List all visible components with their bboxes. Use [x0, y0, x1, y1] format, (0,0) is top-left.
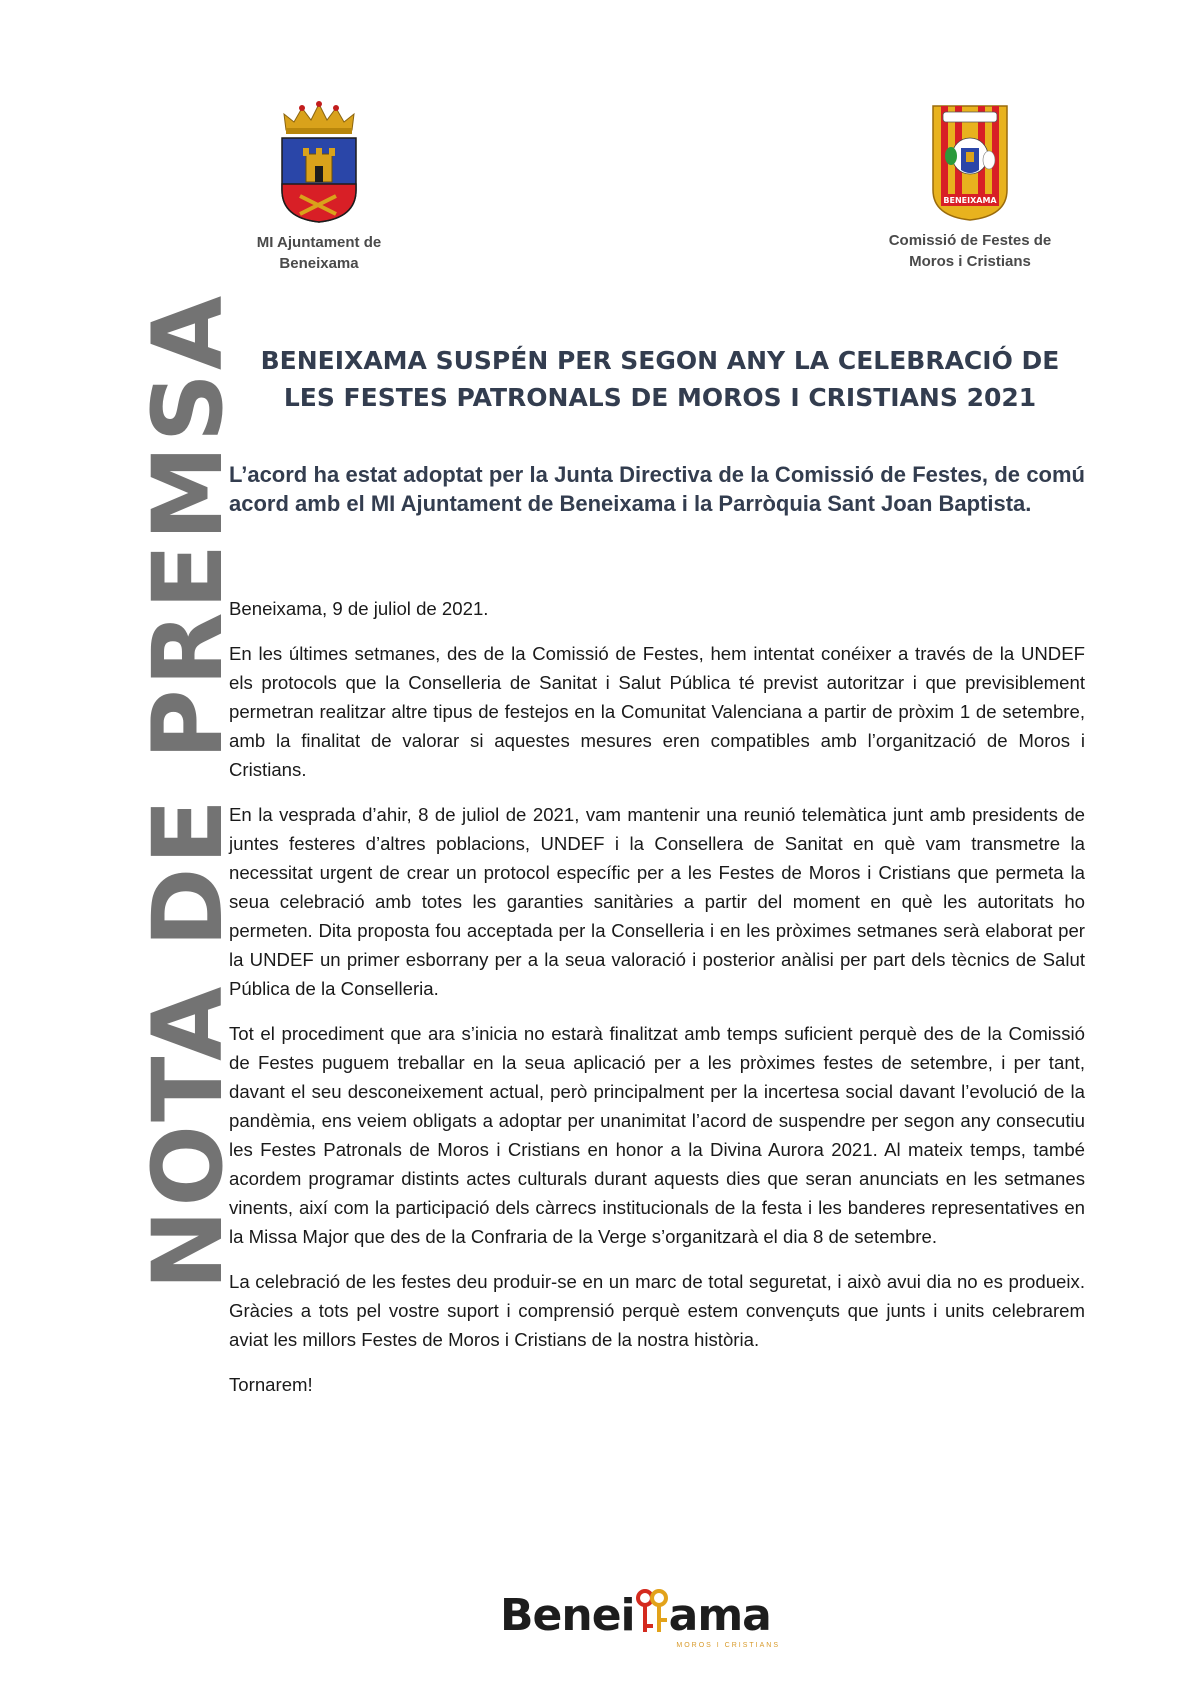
- comissio-caption: [872, 230, 1068, 272]
- press-release-body: [229, 594, 1085, 1415]
- shield-banner-text: BENEIXAMA: [943, 196, 997, 205]
- headline-line2: LES FESTES PATRONALS DE MOROS I CRISTIANS 2021: [283, 383, 1037, 412]
- wordmark-left: Benei: [500, 1590, 635, 1641]
- wordmark-tagline: MOROS I CRISTIANS: [676, 1642, 780, 1649]
- body-paragraph: En la vesprada d’ahir, 8 de juliol de 2021, vam mantenir una reunió telemàtica junt amb presidents de juntes festeres d’altres poblacions, UNDEF i la Consellera de Sanitat en què vam transmetre la necessitat urgent de crear un protocol específic per a les Festes de Moros i Cristians que permeta la seua celebració amb totes les garanties sanitàries a partir del moment en què les autoritats ho permeten. Dita proposta fou acceptada per la Conselleria i en les pròximes setmanes serà elaborat per la UNDEF un primer esborrany per a la seua valoració i posterior anàlisi per part dels tècnics de Salut Pública de la Conselleria.: [229, 804, 1085, 999]
- press-release-headline: [230, 342, 1090, 416]
- key-icon: [635, 1588, 669, 1636]
- ajuntament-caption: [236, 232, 402, 274]
- side-title-nota-de-premsa: NOTA DE PREMSA: [132, 292, 244, 1290]
- ajuntament-caption-line2: Beneixama: [279, 255, 359, 272]
- festival-shield-icon: [931, 104, 1009, 222]
- body-paragraph: En les últimes setmanes, des de la Comissió de Festes, hem intentat conéixer a través de la UNDEF els protocols que la Conselleria de Sanitat i Salut Pública té previst autoritzar i que previsiblement permetran realitzar altre tipus de festejos en la Comunitat Valenciana a partir de pròxim 1 de setembre, amb la finalitat de valorar si aquestes mesures eren compatibles amb l’organització de Moros i Cristians.: [229, 643, 1085, 780]
- ajuntament-logo-block: [236, 100, 402, 274]
- headline-line1: BENEIXAMA SUSPÉN PER SEGON ANY LA CELEBRACIÓ DE: [260, 346, 1060, 375]
- body-paragraph: Tot el procediment que ara s’inicia no estarà finalitzat amb temps suficient perquè des de la Comissió de Festes puguem treballar en la seua aplicació per a les pròximes festes de setembre, i per tant, davant el seu desconeixement actual, però principalment per la incertesa social davant l’evolució de la pandèmia, ens veiem obligats a adoptar per unanimitat l’acord de suspendre per segon any consecutiu les Festes Patronals de Moros i Cristians en honor a la Divina Aurora 2021. Al mateix temps, també acordem programar distints actes culturals durant aquests dies que seran anunciats en les setmanes vinents, així com la participació dels càrrecs institucionals de la festa i les banderes representatives en la Missa Major que des de la Confraria de la Verge s’organitzarà el dia 8 de setembre.: [229, 1023, 1085, 1247]
- comissio-logo-block: [872, 104, 1068, 272]
- comissio-caption-line1: Comissió de Festes de: [888, 232, 1052, 249]
- press-release-subheadline: L’acord ha estat adoptat per la Junta Directiva de la Comissió de Festes, de comú acord amb el MI Ajuntament de Beneixama i la Parròquia Sant Joan Baptista.: [229, 462, 1085, 516]
- closing-line: Tornarem!: [229, 1374, 313, 1395]
- dateline: Beneixama, 9 de juliol de 2021.: [229, 598, 489, 619]
- coat-of-arms-icon: [278, 100, 360, 224]
- body-paragraph: La celebració de les festes deu produir-se en un marc de total seguretat, i això avui dia no es produeix. Gràcies a tots pel vostre suport i comprensió perquè estem convençuts que junts i units celebrarem aviat les millors Festes de Moros i Cristians de la nostra història.: [229, 1271, 1085, 1350]
- comissio-caption-line2: Moros i Cristians: [909, 253, 1031, 270]
- ajuntament-caption-line1: MI Ajuntament de: [256, 234, 382, 251]
- wordmark-right: ama: [668, 1590, 771, 1641]
- beneixama-footer-logo: [500, 1588, 790, 1652]
